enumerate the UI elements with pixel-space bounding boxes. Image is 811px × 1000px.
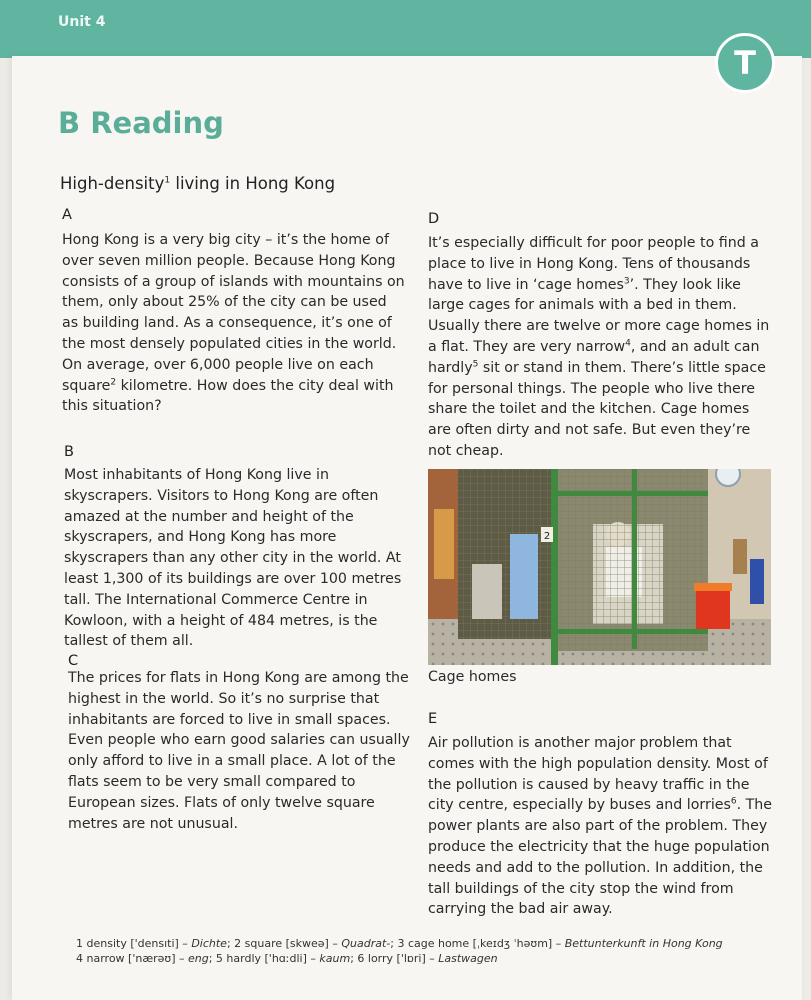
paragraph-c: The prices for flats in Hong Kong are among the highest in the world. So it’s no surprise that inhabitants are forced to live in small spaces. Even people who earn good salaries can usually only afford to live in a small place. A lot of the flats seem to be very small compared to European sizes. Flats of only twelve square metres are not unusual. [68, 670, 410, 832]
paragraph-e [428, 733, 773, 920]
paragraph-d-letter: D [428, 211, 440, 227]
footnote-ref-6: 6 [730, 796, 737, 807]
footnotes-line-2 [76, 952, 498, 965]
paragraph-a-letter: A [62, 207, 72, 223]
paragraph-a [62, 230, 407, 417]
footnote-2-translation: Quadrat- [341, 937, 391, 950]
footnote-4-term: 4 narrow ['nærəʊ] – [76, 952, 188, 965]
paragraph-c-letter: C [68, 653, 79, 669]
footnote-5-term: ; 5 hardly ['hɑːdli] – [208, 952, 320, 965]
paragraph-a-text-1: Hong Kong is a very big city – it’s the home of over seven million people. Because Hong Kong consists of a group of islands with mountains on them, only about 25% of the city can be used as building land. As a consequence, it’s one of the most densely populated cities in the world. On average, over 6,000 people live on each square [62, 232, 405, 394]
photo-caption: Cage homes [428, 669, 517, 685]
footnote-ref-1: 1 [164, 175, 171, 186]
footnote-ref-4: 4 [625, 338, 631, 349]
paragraph-a-text-2: kilometre. How does the city deal with this situation? [62, 377, 394, 415]
article-title-main: High-density [60, 174, 165, 193]
footnote-ref-2: 2 [110, 376, 117, 387]
paragraph-d-text-3: , and an adult can hardly [428, 338, 760, 376]
footnote-3-term: ; 3 cage home [ˌkeɪdʒ ˈhəʊm] – [390, 937, 565, 950]
footnote-2-term: ; 2 square [skweə] – [226, 937, 342, 950]
article-title [60, 174, 335, 193]
cage-homes-photo [428, 469, 771, 665]
unit-header-band [0, 0, 811, 58]
paragraph-b-letter: B [64, 444, 74, 460]
footnote-6-term: ; 6 lorry ['lɒri] – [350, 952, 439, 965]
footnote-ref-3: 3 [623, 275, 630, 286]
paragraph-e-letter: E [428, 711, 438, 727]
footnote-4-translation: eng [188, 952, 209, 965]
paragraph-d-text-1: It’s especially difficult for poor people to find a place to live in Hong Kong. Tens of thousands have to live in ‘cage homes [428, 235, 759, 293]
footnote-1-translation: Dichte [191, 937, 227, 950]
footnote-1-term: 1 density ['densıti] – [76, 937, 192, 950]
footnotes-line-1 [76, 937, 723, 950]
paragraph-d-text-2: ’. They look like large cages for animals with a bed in them. Usually there are twelve or more cage homes in a flat. They are very narrow [428, 276, 770, 355]
teacher-badge: T [715, 33, 775, 93]
unit-label: Unit 4 [58, 14, 106, 30]
cage-number-label: 2 [543, 531, 551, 542]
section-heading: B Reading [58, 106, 224, 140]
footnote-3-translation: Bettunterkunft in Hong Kong [564, 937, 723, 950]
paragraph-d [428, 233, 770, 462]
footnote-5-translation: kaum [319, 952, 351, 965]
paragraph-d-text-4: sit or stand in them. There’s little space for personal things. The people who live there share the toilet and the kitchen. Cage homes are often dirty and not safe. But even they’re not cheap. [428, 359, 766, 459]
article-title-rest: living in Hong Kong [170, 174, 336, 193]
paragraph-e-text-2: . The power plants are also part of the problem. They produce the electricity that the huge population needs and add to the pollution. In addition, the tall buildings of the city stop the wind from carrying the bad air away. [428, 797, 773, 918]
paragraph-b: Most inhabitants of Hong Kong live in skyscrapers. Visitors to Hong Kong are often amazed at the number and height of the skyscrapers, and Hong Kong has more skyscrapers than any other city in the world. At least 1,300 of its buildings are over 100 metres tall. The International Commerce Centre in Kowloon, with a height of 484 metres, is the tallest of them all. [64, 467, 402, 650]
paragraph-e-text-1: Air pollution is another major problem that comes with the high population density. Most of the pollution is caused by heavy traffic in the city centre, especially by buses and lorries [428, 735, 768, 814]
footnote-ref-5: 5 [472, 359, 479, 370]
footnote-6-translation: Lastwagen [438, 952, 498, 965]
